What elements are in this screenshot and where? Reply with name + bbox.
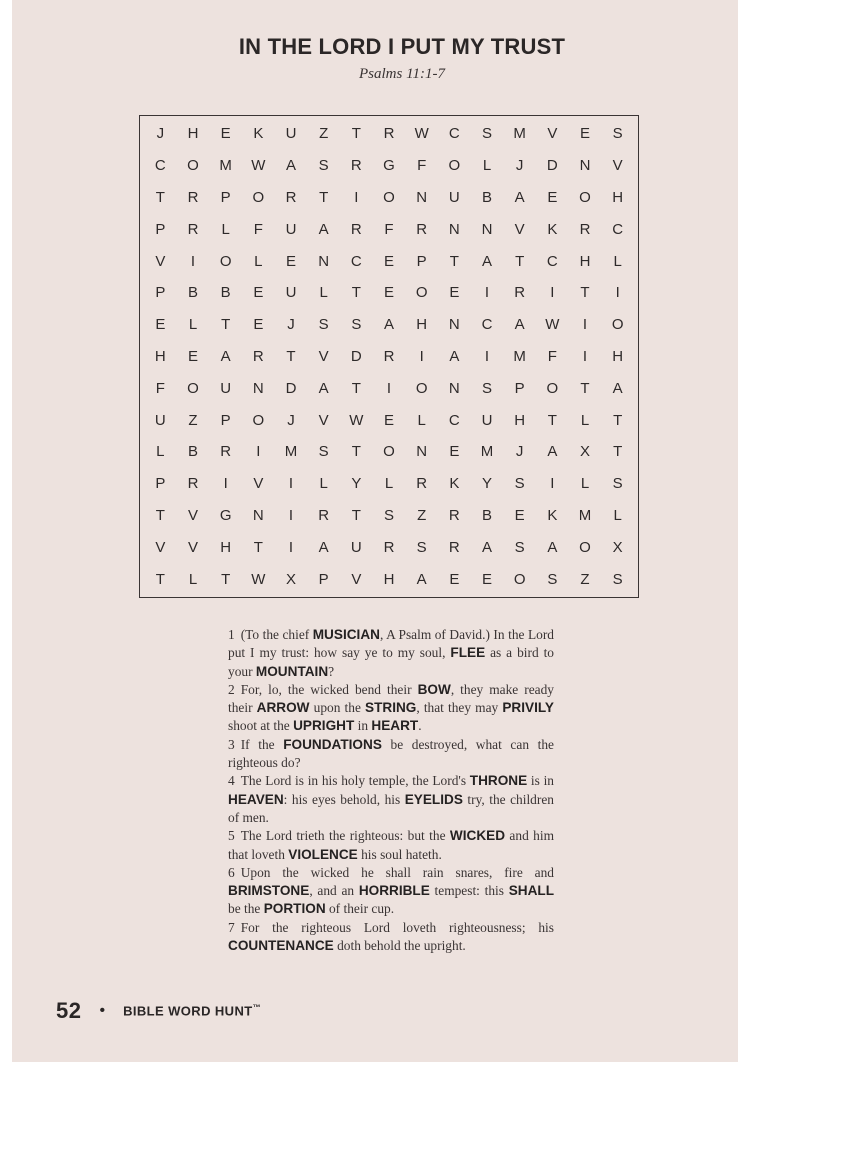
grid-cell[interactable]: P bbox=[155, 220, 166, 238]
verse-text: , A Psalm of David.) In the Lord put I my trust: how say ye to my soul, bbox=[228, 627, 554, 661]
grid-cell[interactable]: P bbox=[318, 570, 329, 588]
grid-cell[interactable]: A bbox=[318, 379, 329, 397]
grid-cell[interactable]: I bbox=[256, 443, 261, 461]
grid-cell[interactable]: C bbox=[154, 157, 166, 175]
grid-cell[interactable]: V bbox=[187, 538, 198, 556]
verse-number: 1 bbox=[228, 627, 235, 642]
hidden-word: FOUNDATIONS bbox=[283, 736, 382, 752]
verse-text: be destroyed, what can the righteous do? bbox=[228, 736, 554, 771]
grid-cell[interactable]: O bbox=[513, 570, 526, 588]
verse-number: 2 bbox=[228, 681, 235, 697]
grid-cell[interactable]: H bbox=[612, 188, 624, 206]
grid-cell[interactable]: T bbox=[449, 252, 459, 270]
grid-cell[interactable]: R bbox=[416, 220, 428, 238]
grid-cell[interactable]: U bbox=[220, 379, 232, 397]
grid-cell[interactable]: A bbox=[481, 538, 492, 556]
grid-cell[interactable]: T bbox=[351, 125, 361, 143]
trademark-symbol: ™ bbox=[252, 1003, 261, 1013]
grid-cell[interactable]: C bbox=[448, 411, 460, 429]
grid-cell[interactable]: L bbox=[580, 475, 590, 493]
word-search-grid bbox=[139, 115, 639, 598]
grid-cell[interactable]: M bbox=[219, 157, 232, 175]
grid-cell[interactable]: G bbox=[219, 506, 232, 524]
grid-cell[interactable]: O bbox=[187, 379, 199, 397]
grid-cell[interactable]: R bbox=[187, 188, 199, 206]
grid-cell[interactable]: E bbox=[481, 570, 492, 588]
grid-cell[interactable]: A bbox=[285, 157, 296, 175]
grid-cell[interactable]: E bbox=[449, 284, 460, 302]
grid-cell[interactable]: R bbox=[350, 157, 362, 175]
grid-cell[interactable]: I bbox=[484, 284, 490, 302]
grid-cell[interactable]: I bbox=[190, 252, 196, 270]
grid-cell[interactable]: P bbox=[155, 284, 166, 302]
grid-cell[interactable]: V bbox=[253, 475, 264, 493]
grid-cell[interactable]: M bbox=[513, 347, 526, 365]
grid-cell[interactable]: J bbox=[515, 443, 524, 461]
grid-cell[interactable]: R bbox=[187, 220, 199, 238]
hidden-word: THRONE bbox=[469, 773, 528, 789]
hidden-word: BOW bbox=[417, 681, 451, 697]
grid-cell[interactable]: A bbox=[220, 347, 231, 365]
grid-cell[interactable]: E bbox=[514, 506, 525, 524]
grid-cell[interactable]: A bbox=[383, 316, 394, 334]
grid-cell[interactable]: F bbox=[155, 379, 165, 397]
grid-cell[interactable]: O bbox=[611, 316, 624, 334]
grid-cell[interactable]: E bbox=[220, 125, 231, 143]
verse bbox=[228, 919, 554, 956]
grid-cell[interactable]: R bbox=[579, 220, 591, 238]
grid-cell[interactable]: I bbox=[288, 538, 294, 556]
grid-cell[interactable]: P bbox=[220, 411, 231, 429]
grid-cell[interactable]: B bbox=[220, 284, 231, 302]
grid-cell[interactable]: I bbox=[288, 475, 294, 493]
grid-cell[interactable]: T bbox=[286, 347, 296, 365]
grid-cell[interactable]: R bbox=[383, 538, 395, 556]
grid-cell[interactable]: R bbox=[187, 475, 199, 493]
grid-cell[interactable]: H bbox=[579, 252, 591, 270]
verse-number: 7 bbox=[228, 919, 235, 935]
verse-text: The Lord trieth the righteous: but the bbox=[240, 828, 450, 844]
grid-cell[interactable]: I bbox=[615, 284, 620, 302]
grid-cell[interactable]: W bbox=[251, 570, 266, 588]
grid-cell[interactable]: V bbox=[547, 125, 558, 143]
hidden-word: FLEE bbox=[450, 645, 486, 661]
grid-cell[interactable]: S bbox=[514, 475, 525, 493]
grid-cell[interactable]: M bbox=[513, 125, 526, 143]
verse-text: doth behold the upright. bbox=[333, 938, 466, 954]
grid-cell[interactable]: A bbox=[481, 252, 492, 270]
verse-number: 3 bbox=[228, 736, 235, 752]
grid-cell[interactable]: L bbox=[221, 220, 230, 238]
grid-cell[interactable]: X bbox=[285, 570, 296, 588]
grid-cell[interactable]: L bbox=[188, 570, 198, 588]
grid-cell[interactable]: L bbox=[188, 316, 198, 334]
grid-cell[interactable]: C bbox=[481, 316, 493, 334]
grid-cell[interactable]: S bbox=[612, 125, 623, 143]
verse-text: upon the bbox=[309, 700, 365, 716]
grid-cell[interactable]: O bbox=[383, 188, 395, 206]
grid-cell[interactable]: J bbox=[287, 316, 295, 334]
grid-cell[interactable]: Z bbox=[319, 125, 329, 143]
page-footer bbox=[56, 998, 261, 1024]
grid-cell[interactable]: A bbox=[547, 443, 558, 461]
grid-cell[interactable]: R bbox=[383, 125, 395, 143]
hidden-word: HORRIBLE bbox=[358, 883, 430, 899]
grid-cell[interactable]: O bbox=[579, 188, 591, 206]
grid-cell[interactable]: S bbox=[318, 316, 329, 334]
grid-cell[interactable]: I bbox=[550, 284, 555, 302]
grid-cell[interactable]: Z bbox=[188, 411, 198, 429]
grid-cell[interactable]: M bbox=[284, 443, 298, 461]
grid-cell[interactable]: B bbox=[187, 443, 198, 461]
grid-cell[interactable]: T bbox=[155, 506, 165, 524]
verse-text: (To the chief bbox=[240, 627, 313, 642]
hidden-word: MOUNTAIN bbox=[255, 663, 329, 679]
grid-cell[interactable]: C bbox=[448, 125, 460, 143]
verse-text: , they make ready their bbox=[228, 681, 554, 716]
verse-text: , that they may bbox=[416, 700, 503, 716]
page-title: IN THE LORD I PUT MY TRUST bbox=[238, 34, 566, 59]
grid-cell[interactable]: S bbox=[383, 506, 394, 524]
grid-cell[interactable]: X bbox=[579, 443, 590, 461]
verse bbox=[228, 681, 554, 736]
verse-text: shoot at the bbox=[228, 718, 294, 734]
grid-cell[interactable]: R bbox=[383, 347, 395, 365]
grid-cell[interactable]: V bbox=[514, 220, 525, 238]
grid-cell[interactable]: T bbox=[155, 570, 165, 588]
grid-cell[interactable]: U bbox=[154, 411, 166, 429]
grid-cell[interactable]: O bbox=[383, 443, 395, 461]
grid-cell[interactable]: A bbox=[514, 316, 525, 334]
grid-cell[interactable]: H bbox=[612, 347, 624, 365]
hidden-word: WICKED bbox=[449, 828, 506, 844]
grid-cell[interactable]: P bbox=[220, 188, 231, 206]
grid-cell[interactable]: S bbox=[481, 379, 492, 397]
grid-cell[interactable]: J bbox=[287, 411, 295, 429]
grid-cell[interactable]: V bbox=[612, 157, 623, 175]
grid-cell[interactable]: H bbox=[220, 538, 232, 556]
hidden-word: HEAVEN bbox=[228, 791, 284, 807]
hidden-word: ARROW bbox=[256, 700, 310, 716]
grid-cell[interactable]: A bbox=[449, 347, 460, 365]
verse-text: The Lord is in his holy temple, the Lord's bbox=[240, 773, 470, 789]
verse-text: : his eyes behold, his bbox=[283, 791, 405, 807]
grid-cell[interactable]: M bbox=[578, 506, 592, 524]
grid-cell[interactable]: F bbox=[253, 220, 263, 238]
grid-cell[interactable]: N bbox=[416, 188, 428, 206]
verse-text: If the bbox=[240, 736, 284, 752]
grid-cell[interactable]: T bbox=[351, 284, 361, 302]
grid-cell[interactable]: A bbox=[416, 570, 427, 588]
grid-cell[interactable]: L bbox=[482, 157, 492, 175]
grid-cell[interactable]: H bbox=[383, 570, 395, 588]
footer-bullet: • bbox=[99, 1002, 106, 1019]
grid-cell[interactable]: A bbox=[514, 188, 525, 206]
verse-text: For, lo, the wicked bend their bbox=[240, 681, 418, 697]
grid-cell[interactable]: Z bbox=[417, 506, 427, 524]
grid-cell[interactable]: O bbox=[252, 188, 265, 206]
grid-cell[interactable]: N bbox=[448, 220, 460, 238]
book-title bbox=[123, 1003, 261, 1018]
hidden-word: HEART bbox=[371, 718, 419, 734]
grid-cell[interactable]: E bbox=[285, 252, 296, 270]
verse-text: and him that loveth bbox=[228, 828, 554, 862]
grid-cell[interactable]: K bbox=[253, 125, 264, 143]
verse-number: 4 bbox=[228, 773, 235, 789]
grid-cell[interactable]: E bbox=[383, 284, 394, 302]
hidden-word: PORTION bbox=[263, 901, 326, 917]
grid-cell[interactable]: W bbox=[251, 157, 266, 175]
grid-cell[interactable]: T bbox=[515, 252, 525, 270]
grid-cell[interactable]: D bbox=[285, 379, 297, 397]
grid-cell[interactable]: V bbox=[318, 411, 329, 429]
grid-cell[interactable]: J bbox=[515, 157, 524, 175]
grid-cell[interactable]: T bbox=[253, 538, 263, 556]
grid-cell[interactable]: T bbox=[613, 443, 623, 461]
grid-cell[interactable]: G bbox=[383, 157, 395, 175]
book-title-text: BIBLE WORD HUNT bbox=[123, 1003, 253, 1019]
grid-cell[interactable]: N bbox=[252, 379, 264, 397]
grid-cell[interactable]: E bbox=[253, 284, 264, 302]
grid-cell[interactable]: L bbox=[319, 475, 328, 493]
grid-cell[interactable]: R bbox=[252, 347, 264, 365]
hidden-word: SHALL bbox=[508, 883, 554, 899]
grid-cell[interactable]: O bbox=[415, 284, 428, 302]
verse bbox=[228, 626, 554, 681]
grid-cell[interactable]: W bbox=[545, 316, 560, 334]
verse-text: Upon the wicked he shall rain snares, fire and bbox=[240, 864, 554, 880]
grid-cell[interactable]: A bbox=[547, 538, 558, 556]
grid-cell[interactable]: O bbox=[415, 379, 428, 397]
grid-cell[interactable]: E bbox=[187, 347, 198, 365]
grid-cell[interactable]: Z bbox=[580, 570, 590, 588]
grid-cell[interactable]: C bbox=[612, 220, 624, 238]
grid-cell[interactable]: U bbox=[285, 220, 297, 238]
grid-cell[interactable]: P bbox=[155, 475, 166, 493]
verse-text: For the righteous Lord loveth righteousness; his bbox=[240, 919, 554, 935]
scripture-passage bbox=[228, 626, 554, 955]
verse bbox=[228, 772, 554, 827]
hidden-word: EYELIDS bbox=[404, 791, 463, 807]
grid-cell[interactable]: K bbox=[449, 475, 460, 493]
verse-text: , and an bbox=[309, 883, 359, 899]
grid-cell[interactable]: R bbox=[350, 220, 362, 238]
hidden-word: COUNTENANCE bbox=[228, 938, 334, 954]
scripture-reference: Psalms 11:1-7 bbox=[359, 66, 445, 82]
verse-text: be the bbox=[228, 901, 264, 917]
grid-cell[interactable]: Y bbox=[351, 475, 362, 493]
hidden-word: MUSICIAN bbox=[312, 627, 380, 642]
hidden-word: PRIVILY bbox=[502, 700, 554, 716]
hidden-word: STRING bbox=[365, 700, 417, 716]
grid-cell[interactable]: S bbox=[481, 125, 492, 143]
grid-cell[interactable]: T bbox=[580, 379, 590, 397]
grid-cell[interactable]: C bbox=[546, 252, 558, 270]
verse bbox=[228, 864, 554, 919]
grid-cell[interactable]: O bbox=[219, 252, 232, 270]
grid-cell[interactable]: T bbox=[547, 411, 557, 429]
grid-cell[interactable]: T bbox=[155, 188, 165, 206]
verse-text: his soul hateth. bbox=[357, 846, 442, 862]
grid-cell[interactable]: R bbox=[318, 506, 330, 524]
grid-cell[interactable]: I bbox=[288, 506, 294, 524]
grid-cell[interactable]: E bbox=[579, 125, 590, 143]
verse-text: is in bbox=[527, 773, 554, 789]
grid-cell[interactable]: L bbox=[156, 443, 165, 461]
grid-cell[interactable]: N bbox=[579, 157, 591, 175]
grid-cell[interactable]: C bbox=[350, 252, 362, 270]
grid-cell[interactable]: L bbox=[580, 411, 590, 429]
grid-cell[interactable]: O bbox=[546, 379, 559, 397]
grid-cell[interactable]: V bbox=[351, 570, 362, 588]
grid-cell[interactable]: E bbox=[547, 188, 558, 206]
grid-cell[interactable]: I bbox=[582, 316, 588, 334]
grid-cell[interactable]: S bbox=[612, 475, 623, 493]
grid-cell[interactable]: R bbox=[448, 506, 460, 524]
grid-cell[interactable]: U bbox=[285, 125, 297, 143]
grid-cell[interactable]: I bbox=[354, 188, 359, 206]
grid-cell[interactable]: D bbox=[350, 347, 362, 365]
grid-cell[interactable]: L bbox=[417, 411, 426, 429]
grid-cell[interactable]: I bbox=[484, 347, 490, 365]
grid-cell[interactable]: U bbox=[481, 411, 493, 429]
grid-cell[interactable]: T bbox=[580, 284, 590, 302]
grid-cell[interactable]: V bbox=[187, 506, 198, 524]
grid-cell[interactable]: N bbox=[252, 506, 264, 524]
verse-text: . bbox=[418, 718, 422, 734]
grid-cell[interactable]: E bbox=[383, 252, 394, 270]
grid-cell[interactable]: H bbox=[416, 316, 428, 334]
grid-cell[interactable]: F bbox=[384, 220, 394, 238]
grid-cell[interactable]: E bbox=[383, 411, 394, 429]
grid-cell[interactable]: W bbox=[349, 411, 364, 429]
grid-cell[interactable]: L bbox=[384, 475, 394, 493]
grid-cell[interactable]: S bbox=[318, 157, 329, 175]
grid-cell[interactable]: I bbox=[223, 475, 228, 493]
page-number: 52 bbox=[56, 998, 82, 1023]
grid-cell[interactable]: F bbox=[547, 347, 557, 365]
grid-cell[interactable]: T bbox=[613, 411, 623, 429]
grid-cell[interactable]: E bbox=[155, 316, 166, 334]
grid-cell[interactable]: I bbox=[386, 379, 392, 397]
grid-cell[interactable]: I bbox=[550, 475, 555, 493]
grid-cell[interactable]: W bbox=[414, 125, 429, 143]
grid-cell[interactable]: T bbox=[351, 443, 361, 461]
grid-cell[interactable]: A bbox=[318, 220, 329, 238]
grid-cell[interactable]: S bbox=[514, 538, 525, 556]
grid-cell[interactable]: V bbox=[318, 347, 329, 365]
hidden-word: VIOLENCE bbox=[288, 846, 358, 862]
grid-cell[interactable]: N bbox=[448, 379, 460, 397]
verse bbox=[228, 827, 554, 864]
grid-cell[interactable]: E bbox=[253, 316, 264, 334]
grid-cell[interactable]: S bbox=[416, 538, 427, 556]
grid-cell[interactable]: B bbox=[187, 284, 198, 302]
grid-cell[interactable]: K bbox=[547, 506, 558, 524]
grid-cell[interactable]: B bbox=[481, 506, 492, 524]
grid-cell[interactable]: O bbox=[579, 538, 591, 556]
grid-cell[interactable]: I bbox=[419, 347, 424, 365]
grid-cell[interactable]: P bbox=[514, 379, 525, 397]
grid-cell[interactable]: R bbox=[285, 188, 297, 206]
verse-text: ? bbox=[328, 663, 335, 679]
grid-cell[interactable]: N bbox=[448, 316, 460, 334]
grid-cell[interactable]: U bbox=[350, 538, 362, 556]
grid-cell[interactable]: L bbox=[319, 284, 328, 302]
grid-cell[interactable]: V bbox=[155, 538, 166, 556]
grid-cell[interactable]: R bbox=[416, 475, 428, 493]
verse-text: as a bird to your bbox=[228, 645, 554, 679]
grid-cell[interactable]: I bbox=[582, 347, 588, 365]
grid-cell[interactable]: H bbox=[514, 411, 526, 429]
grid-cell[interactable]: H bbox=[154, 347, 166, 365]
grid-cell[interactable]: F bbox=[417, 157, 427, 175]
grid-cell[interactable]: U bbox=[448, 188, 460, 206]
grid-cell[interactable]: S bbox=[351, 316, 362, 334]
grid-cell[interactable]: X bbox=[612, 538, 623, 556]
grid-cell[interactable]: R bbox=[448, 538, 460, 556]
grid-cell[interactable]: L bbox=[254, 252, 263, 270]
hidden-word: UPRIGHT bbox=[293, 718, 355, 734]
grid-cell[interactable]: A bbox=[318, 538, 329, 556]
grid-cell[interactable]: T bbox=[351, 379, 361, 397]
grid-cell[interactable]: J bbox=[156, 125, 165, 143]
verse-number: 6 bbox=[228, 864, 235, 880]
grid-cell[interactable]: P bbox=[416, 252, 427, 270]
grid-cell[interactable]: T bbox=[221, 316, 231, 334]
grid-cell[interactable]: S bbox=[612, 570, 623, 588]
grid-cell[interactable]: T bbox=[221, 570, 231, 588]
grid-cell[interactable]: L bbox=[613, 252, 622, 270]
grid-cell[interactable]: U bbox=[285, 284, 297, 302]
grid-cell[interactable]: N bbox=[318, 252, 330, 270]
verse-text: try, the children of men. bbox=[228, 791, 554, 825]
verse-text: of their cup. bbox=[325, 901, 395, 917]
verse-number: 5 bbox=[228, 828, 235, 844]
grid-cell[interactable]: Y bbox=[481, 475, 492, 493]
grid-cell[interactable]: N bbox=[481, 220, 493, 238]
grid-cell[interactable]: S bbox=[318, 443, 329, 461]
grid-cell[interactable]: T bbox=[351, 506, 361, 524]
verse bbox=[228, 736, 554, 773]
verse-text: in bbox=[354, 718, 372, 734]
grid-cell[interactable]: O bbox=[252, 411, 265, 429]
grid-cell[interactable]: M bbox=[480, 443, 494, 461]
grid-cell[interactable]: D bbox=[546, 157, 558, 175]
grid-cell[interactable]: H bbox=[187, 125, 199, 143]
grid-cell[interactable]: S bbox=[547, 570, 558, 588]
grid-cell[interactable]: R bbox=[514, 284, 526, 302]
grid-cell[interactable]: E bbox=[449, 443, 460, 461]
hidden-word: BRIMSTONE bbox=[228, 883, 310, 899]
grid-cell[interactable]: R bbox=[220, 443, 232, 461]
grid-cell[interactable]: O bbox=[448, 157, 461, 175]
grid-cell[interactable]: A bbox=[612, 379, 623, 397]
grid-cell[interactable]: V bbox=[155, 252, 166, 270]
grid-cell[interactable]: E bbox=[449, 570, 460, 588]
grid-cell[interactable]: T bbox=[319, 188, 329, 206]
grid-cell[interactable]: O bbox=[187, 157, 199, 175]
grid-cell[interactable]: N bbox=[416, 443, 428, 461]
grid-cell[interactable]: K bbox=[547, 220, 558, 238]
grid-cell[interactable]: L bbox=[613, 506, 622, 524]
verse-text: tempest: this bbox=[429, 883, 509, 899]
grid-cell[interactable]: B bbox=[481, 188, 492, 206]
